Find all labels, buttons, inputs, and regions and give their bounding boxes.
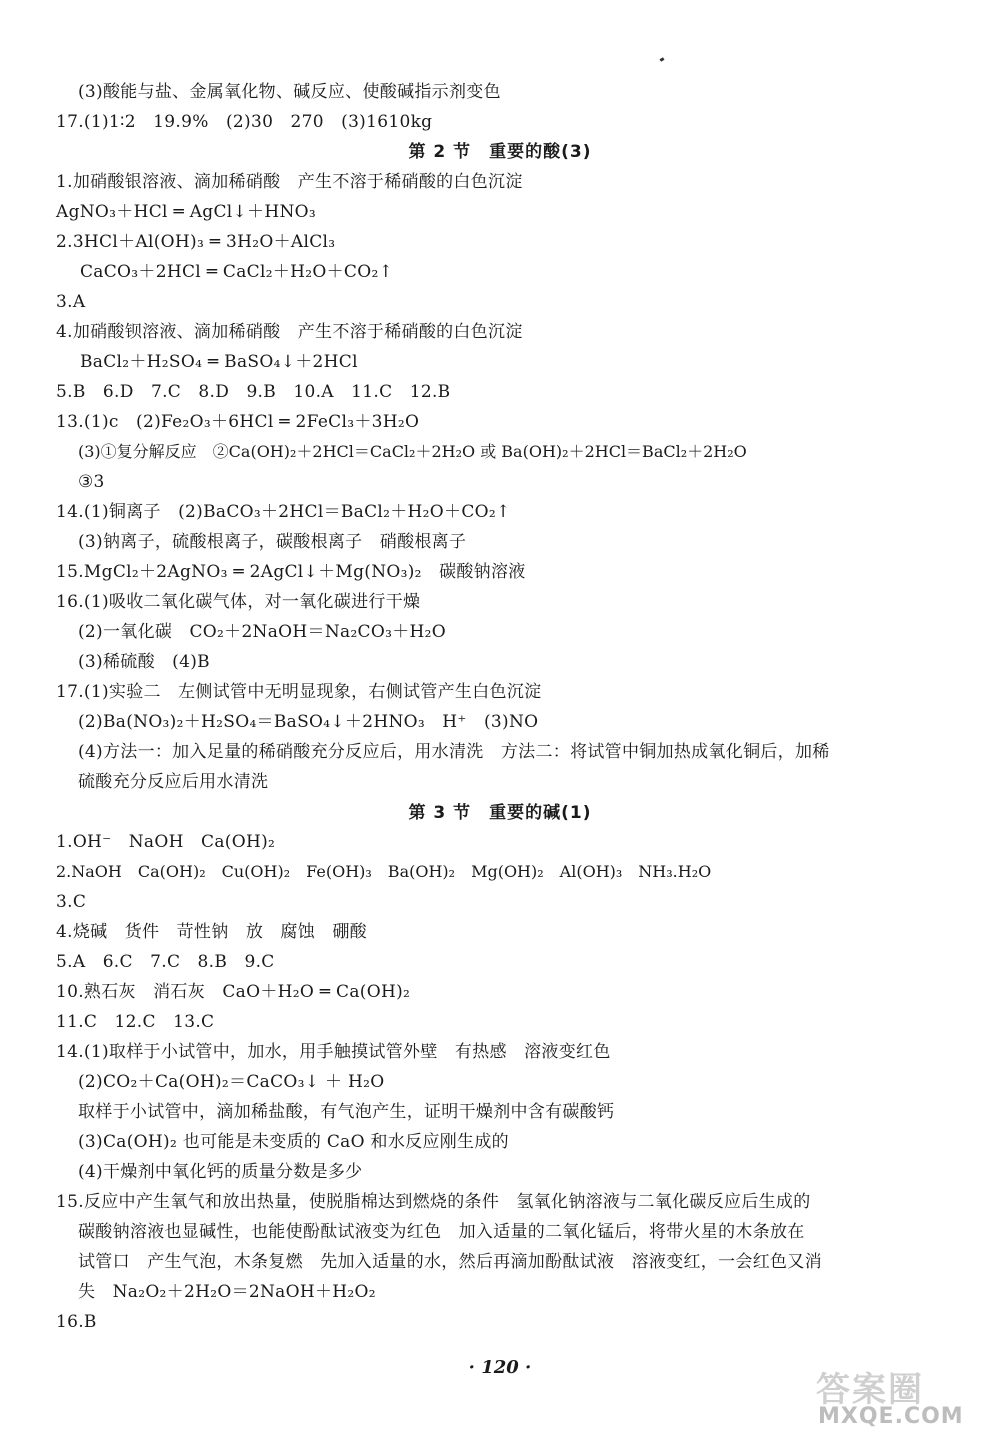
text-line: AgNO₃＋HCl ═ AgCl↓＋HNO₃ xyxy=(56,202,316,222)
text-line: 3.C xyxy=(56,892,87,912)
text-line: CaCO₃＋2HCl ═ CaCl₂＋H₂O＋CO₂↑ xyxy=(80,262,394,282)
text-line: 2.NaOH Ca(OH)₂ Cu(OH)₂ Fe(OH)₃ Ba(OH)₂ Mg(OH)₂ Al(OH)₃ NH₃.H₂O xyxy=(56,862,712,881)
text-line: (4)方法一：加入足量的稀硝酸充分反应后，用水清洗 方法二：将试管中铜加热成氧化铜后，加稀 xyxy=(78,742,830,762)
text-line: 硫酸充分反应后用水清洗 xyxy=(78,772,269,792)
text-line: 3.A xyxy=(56,292,86,312)
section-heading: 第 2 节 重要的酸(3) xyxy=(408,142,592,162)
text-line: 17.(1)实验二 左侧试管中无明显现象，右侧试管产生白色沉淀 xyxy=(56,682,542,702)
page-number: · 120 · xyxy=(468,1357,532,1378)
text-line: 14.(1)铜离子 (2)BaCO₃＋2HCl＝BaCl₂＋H₂O＋CO₂↑ xyxy=(56,502,511,522)
section-heading: 第 3 节 重要的碱(1) xyxy=(408,803,592,823)
text-line: 碳酸钠溶液也显碱性，也能使酚酞试液变为红色 加入适量的二氧化锰后，将带火星的木条放在 xyxy=(78,1222,805,1242)
text-line: 1.OH⁻ NaOH Ca(OH)₂ xyxy=(56,832,276,852)
text-line: (3)酸能与盐、金属氧化物、碱反应、使酸碱指示剂变色 xyxy=(78,82,501,102)
text-line: 13.(1)c (2)Fe₂O₃＋6HCl ═ 2FeCl₃＋3H₂O xyxy=(56,412,420,432)
text-line: (3)①复分解反应 ②Ca(OH)₂＋2HCl＝CaCl₂＋2H₂O 或 Ba(OH)₂＋2HCl＝BaCl₂＋2H₂O xyxy=(78,442,747,461)
text-line: 5.A 6.C 7.C 8.B 9.C xyxy=(56,952,275,972)
text-line: (3)稀硫酸 (4)B xyxy=(78,652,210,672)
text-line: 11.C 12.C 13.C xyxy=(56,1012,215,1032)
text-line: 15.反应中产生氧气和放出热量，使脱脂棉达到燃烧的条件 氢氧化钠溶液与二氧化碳反应后生成的 xyxy=(56,1192,811,1212)
text-line: 16.B xyxy=(56,1312,97,1332)
print-speck xyxy=(660,57,665,62)
text-line: 14.(1)取样于小试管中，加水，用手触摸试管外壁 有热感 溶液变红色 xyxy=(56,1042,611,1062)
text-line: BaCl₂＋H₂SO₄ ═ BaSO₄↓＋2HCl xyxy=(80,352,358,372)
text-line: 15.MgCl₂＋2AgNO₃ ═ 2AgCl↓＋Mg(NO₃)₂ 碳酸钠溶液 xyxy=(56,562,526,582)
text-line: (3)Ca(OH)₂ 也可能是未变质的 CaO 和水反应刚生成的 xyxy=(78,1132,509,1152)
text-line: 1.加硝酸银溶液、滴加稀硝酸 产生不溶于稀硝酸的白色沉淀 xyxy=(56,172,523,192)
text-line: 16.(1)吸收二氧化碳气体，对一氧化碳进行干燥 xyxy=(56,592,421,612)
text-line: (4)干燥剂中氧化钙的质量分数是多少 xyxy=(78,1162,363,1182)
text-line: 4.加硝酸钡溶液、滴加稀硝酸 产生不溶于稀硝酸的白色沉淀 xyxy=(56,322,523,342)
text-line: (2)一氧化碳 CO₂＋2NaOH＝Na₂CO₃＋H₂O xyxy=(78,622,446,642)
watermark-logo xyxy=(812,1362,988,1430)
text-line: 试管口 产生气泡，木条复燃 先加入适量的水，然后再滴加酚酞试液 溶液变红，一会红色又消 xyxy=(78,1252,822,1272)
text-line: (2)Ba(NO₃)₂＋H₂SO₄＝BaSO₄↓＋2HNO₃ H⁺ (3)NO xyxy=(78,712,539,732)
text-line: (3)钠离子，硫酸根离子，碳酸根离子 硝酸根离子 xyxy=(78,532,467,552)
text-line: (2)CO₂＋Ca(OH)₂＝CaCO₃↓ ＋ H₂O xyxy=(78,1072,385,1092)
text-line: 取样于小试管中，滴加稀盐酸，有气泡产生，证明干燥剂中含有碳酸钙 xyxy=(78,1102,615,1122)
text-line: ③3 xyxy=(78,472,105,492)
watermark-logo-text: 答案圈 xyxy=(816,1370,924,1410)
text-line: 10.熟石灰 消石灰 CaO＋H₂O ═ Ca(OH)₂ xyxy=(56,982,411,1002)
text-line: 17.(1)1∶2 19.9% (2)30 270 (3)1610kg xyxy=(56,112,433,132)
text-line: 5.B 6.D 7.C 8.D 9.B 10.A 11.C 12.B xyxy=(56,382,451,402)
text-line: 4.烧碱 货件 苛性钠 放 腐蚀 硼酸 xyxy=(56,922,367,942)
text-line: 失 Na₂O₂＋2H₂O＝2NaOH＋H₂O₂ xyxy=(78,1282,376,1302)
watermark-url: MXQE.COM xyxy=(818,1404,964,1429)
text-line: 2.3HCl＋Al(OH)₃ ═ 3H₂O＋AlCl₃ xyxy=(56,232,336,252)
